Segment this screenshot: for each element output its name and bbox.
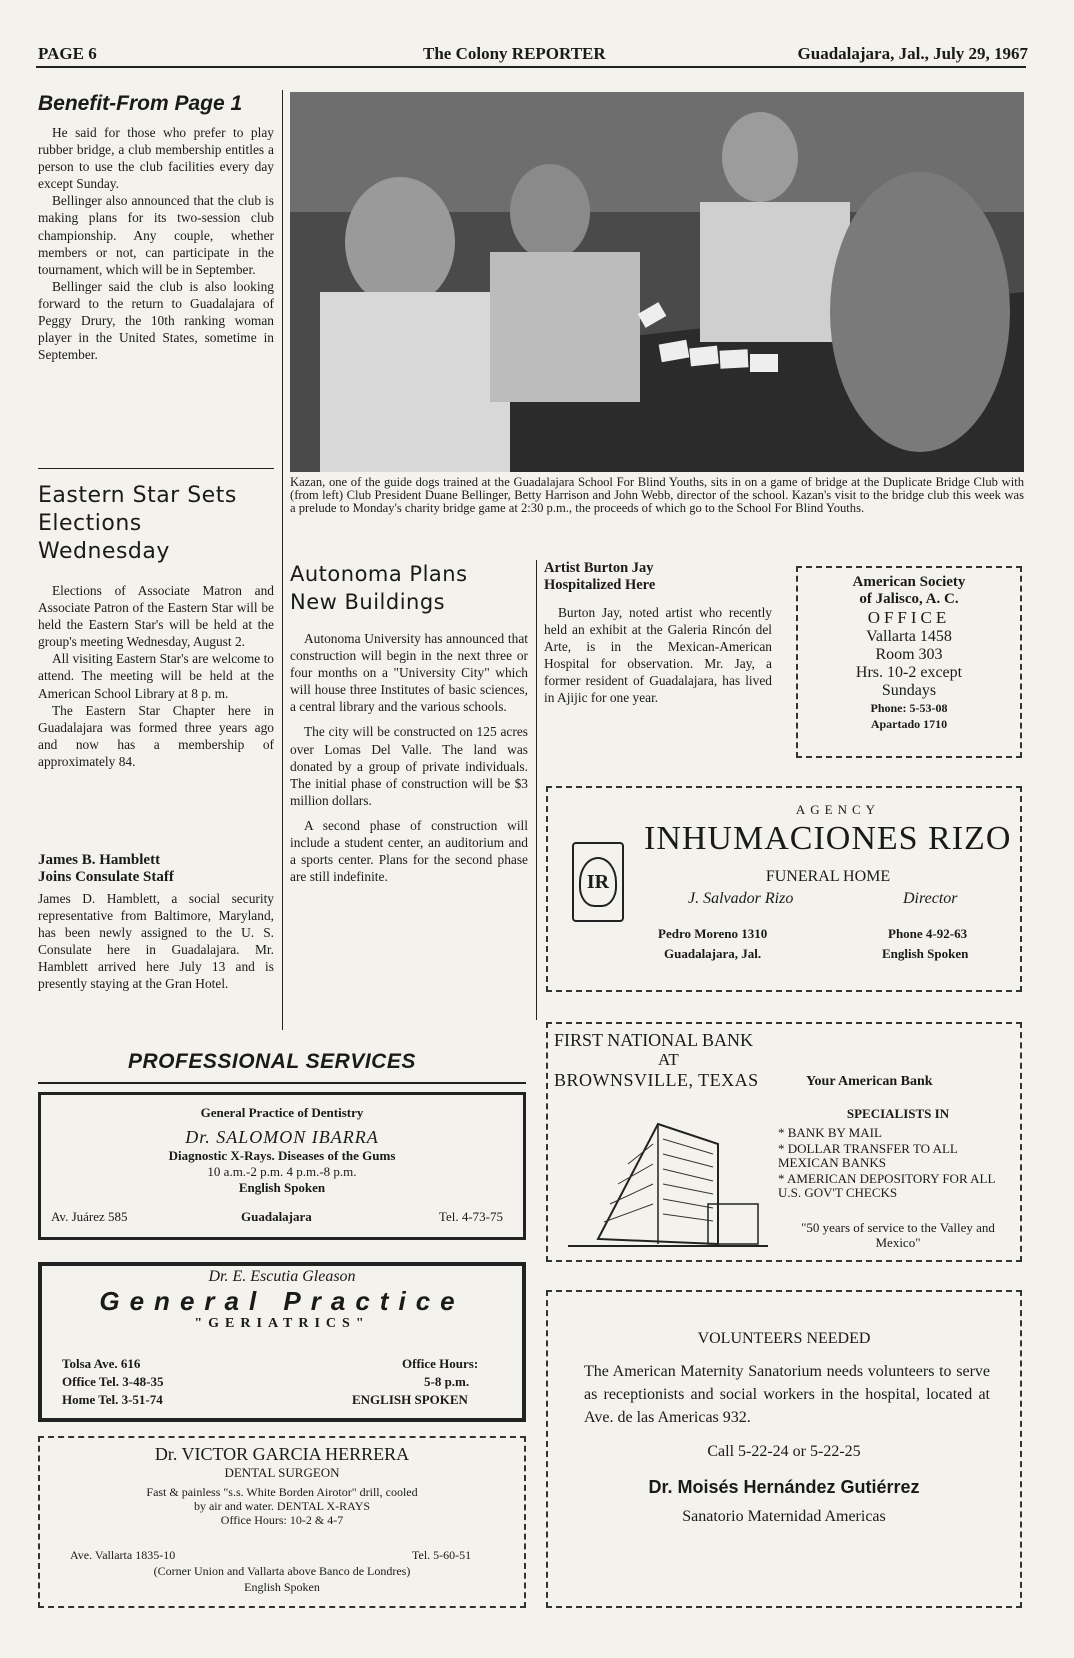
society-apartado: Apartado 1710 <box>870 717 948 731</box>
ibarra-name: Dr. SALOMON IBARRA <box>185 1127 379 1147</box>
garcia-corner: (Corner Union and Vallarta above Banco de Londres) <box>153 1564 411 1578</box>
society-name: of Jalisco, A. C. <box>859 591 959 607</box>
photo-caption: Kazan, one of the guide dogs trained at the Guadalajara School For Blind Youths, sits in on a game of bridge at the Duplicate Bridge Club with (from left) Club President Duane Bellinger, Betty Harrison and John Webb, director of the school. Kazan's visit to the bridge club this week was a prelude to Monday's charity bridge game at 2:30 p.m., the proceeds of which go to the School For Blind Youths. <box>290 475 1024 516</box>
bank-quote: "50 years of service to the Valley and Mexico" <box>801 1220 995 1250</box>
eastern-star-paragraph: The Eastern Star Chapter here in Guadalajara was formed three years ago and now has a membership of approximately 84. <box>38 702 274 769</box>
bank-name: FIRST NATIONAL BANK <box>554 1030 754 1050</box>
escutia-specialty: "GERIATRICS" <box>194 1316 370 1331</box>
garcia-name: Dr. VICTOR GARCIA HERRERA <box>154 1444 410 1464</box>
american-society-ad <box>796 566 1022 758</box>
hamblett-heading <box>38 852 274 886</box>
volunteers-call: Call 5-22-24 or 5-22-25 <box>707 1443 861 1460</box>
escutia-name: Dr. E. Escutia Gleason <box>208 1268 356 1285</box>
bank-city: BROWNSVILLE, TEXAS <box>554 1070 759 1090</box>
escutia-address: Tolsa Ave. 616 <box>62 1356 141 1371</box>
ibarra-tel: Tel. 4-73-75 <box>438 1209 503 1224</box>
ibarra-english: English Spoken <box>238 1180 326 1195</box>
masthead-rule <box>36 66 1026 68</box>
garcia-drill: Fast & painless "s.s. White Borden Airotor" drill, cooled <box>146 1485 418 1499</box>
masthead <box>38 40 1028 66</box>
burton-heading <box>544 560 772 594</box>
paper-name: The Colony REPORTER <box>423 44 606 63</box>
professional-heading: PROFESSIONAL SERVICES <box>128 1050 416 1073</box>
society-room: Room 303 <box>875 646 943 663</box>
escutia-ad <box>38 1262 526 1422</box>
heading-line: Autonoma Plans <box>290 562 468 586</box>
society-phone: Phone: 5-53-08 <box>870 701 948 715</box>
bank-tagline: Your American Bank <box>806 1074 933 1089</box>
eastern-star-article <box>38 482 274 770</box>
ibarra-practice: General Practice of Dentistry <box>200 1105 364 1120</box>
bank-building-icon <box>568 1104 768 1254</box>
benefit-paragraph: He said for those who prefer to play rubber bridge, a club membership entitles a person to use the club facilities every day except Sunday. <box>38 125 274 192</box>
ibarra-hours: 10 a.m.-2 p.m. 4 p.m.-8 p.m. <box>207 1164 357 1179</box>
benefit-paragraph: Bellinger also announced that the club is making plans for its two-session club championship. Any couple, whether members or not, can participate in the tournament, which will be in September. <box>38 193 274 277</box>
rizo-english: English Spoken <box>882 946 969 961</box>
eastern-star-heading <box>38 482 274 566</box>
heading-line: Artist Burton Jay <box>544 560 654 576</box>
autonoma-paragraph: The city will be constructed on 125 acres over Lomas Del Valle. The land was donated by a group of private individuals. The initial phase of construction will be $3 million dollars. <box>290 724 528 808</box>
benefit-heading: Benefit-From Page 1 <box>38 92 243 115</box>
ibarra-services: Diagnostic X-Rays. Diseases of the Gums <box>168 1148 396 1163</box>
benefit-paragraph: Bellinger said the club is also looking forward to the return to Guadalajara of Peggy Drury, the 10th ranking woman player in the United States, sometime in September. <box>38 278 274 363</box>
bank-specialists: SPECIALISTS IN <box>846 1106 950 1121</box>
autonoma-body <box>290 630 528 885</box>
eastern-star-paragraph: All visiting Eastern Star's are welcome to attend. The meeting will be held at the American School Library at 8 p. m. <box>38 651 274 701</box>
bank-service: * DOLLAR TRANSFER TO ALL MEXICAN BANKS <box>778 1141 958 1170</box>
volunteers-sanatorio: Sanatorio Maternidad Americas <box>682 1508 886 1525</box>
garcia-hours: Office Hours: 10-2 & 4-7 <box>220 1513 344 1527</box>
rizo-name: INHUMACIONES RIZO <box>644 820 1012 857</box>
hamblett-body <box>38 890 274 993</box>
hamblett-paragraph: James D. Hamblett, a social security representative from Baltimore, Maryland, has been newly assigned to the U. S. Consulate here in Guadalajara. Mr. Hamblett arrived here July 13 and is presently staying at the Gran Hotel. <box>38 891 274 992</box>
bridge-photo <box>290 92 1024 472</box>
escutia-home-tel: Home Tel. 3-51-74 <box>62 1392 163 1407</box>
garcia-title: DENTAL SURGEON <box>224 1465 340 1480</box>
society-name: American Society <box>852 574 966 590</box>
autonoma-paragraph: A second phase of construction will include a student center, an auditorium and a sports center. Plans for the second phase are still indefinite. <box>290 817 528 885</box>
column-rule-left <box>282 90 283 1030</box>
heading-line: Elections Wednesday <box>38 511 170 564</box>
escutia-hours-label: Office Hours: <box>402 1356 479 1371</box>
heading-line: Eastern Star Sets <box>38 483 237 508</box>
garcia-english: English Spoken <box>244 1580 320 1594</box>
bridge-photo-image <box>290 92 1024 472</box>
hamblett-article <box>38 852 274 993</box>
autonoma-article <box>290 560 528 885</box>
rizo-address: Pedro Moreno 1310 <box>658 926 768 941</box>
eastern-star-body <box>38 582 274 770</box>
benefit-body <box>38 124 274 363</box>
autonoma-heading <box>290 560 528 616</box>
escutia-english: ENGLISH SPOKEN <box>352 1392 468 1407</box>
society-address: Vallarta 1458 <box>866 628 952 645</box>
heading-line: Hospitalized Here <box>544 577 656 593</box>
heading-line: Joins Consulate Staff <box>38 869 174 885</box>
garcia-address: Ave. Vallarta 1835-10 <box>70 1548 176 1562</box>
autonoma-paragraph: Autonoma University has announced that construction will begin in the next three or four months on a "University City" which will house three Institutes of basic sciences, a central library and the various schools. <box>290 631 528 715</box>
page-number: PAGE 6 <box>38 44 97 63</box>
garcia-ad <box>38 1436 526 1608</box>
ibarra-address: Av. Juárez 585 <box>51 1209 128 1224</box>
rizo-funeral: FUNERAL HOME <box>765 868 891 885</box>
bank-service: * AMERICAN DEPOSITORY FOR ALL U.S. GOV'T CHECKS <box>778 1171 995 1200</box>
heading-line: New Buildings <box>290 590 446 614</box>
burton-paragraph: Burton Jay, noted artist who recently held an exhibit at the Galeria Rincón del Arte, is in the Mexican-American Hospital for observation. Mr. Jay, a former resident of Guadalajara, has lived in Ajijic for one year. <box>544 605 772 706</box>
divider <box>38 468 274 469</box>
volunteers-ad <box>546 1290 1022 1608</box>
rizo-role: Director <box>903 890 958 907</box>
column-rule-mid <box>536 560 537 1020</box>
garcia-xrays: by air and water. DENTAL X-RAYS <box>193 1499 371 1513</box>
bank-at: AT <box>658 1050 679 1069</box>
garcia-tel: Tel. 5-60-51 <box>412 1548 472 1562</box>
rizo-city: Guadalajara, Jal. <box>664 946 762 961</box>
volunteers-doctor: Dr. Moisés Hernández Gutiérrez <box>648 1477 920 1497</box>
divider <box>38 1082 526 1084</box>
bank-ad <box>546 1022 1022 1262</box>
volunteers-body: The American Maternity Sanatorium needs volunteers to serve as receptionists and social workers in the hospital, located at Ave. de las Americas 932. <box>584 1363 990 1426</box>
dateline: Guadalajara, Jal., July 29, 1967 <box>797 44 1028 63</box>
ibarra-ad <box>38 1092 526 1240</box>
rizo-phone: Phone 4-92-63 <box>888 926 968 941</box>
escutia-practice: General Practice <box>99 1286 465 1316</box>
heading-line: James B. Hamblett <box>38 852 161 868</box>
rizo-person: J. Salvador Rizo <box>688 890 794 907</box>
rizo-agency: AGENCY <box>795 802 881 817</box>
ibarra-city: Guadalajara <box>241 1209 312 1224</box>
rizo-ad <box>546 786 1022 992</box>
benefit-article <box>38 92 274 363</box>
rizo-logo-text: IR <box>579 857 617 907</box>
bank-service: * BANK BY MAIL <box>778 1125 882 1140</box>
volunteers-heading: VOLUNTEERS NEEDED <box>697 1330 871 1347</box>
society-office: OFFICE <box>867 608 951 627</box>
society-days: Sundays <box>881 682 937 699</box>
society-hours: Hrs. 10-2 except <box>855 664 963 681</box>
burton-body <box>544 604 772 707</box>
burton-article <box>544 560 772 707</box>
eastern-star-paragraph: Elections of Associate Matron and Associate Patron of the Eastern Star will be held the Eastern Star's will be held at the group's meeting Wednesday, August 2. <box>38 583 274 650</box>
escutia-hours: 5-8 p.m. <box>424 1374 470 1389</box>
rizo-logo-icon <box>572 842 624 922</box>
escutia-office-tel: Office Tel. 3-48-35 <box>62 1374 164 1389</box>
